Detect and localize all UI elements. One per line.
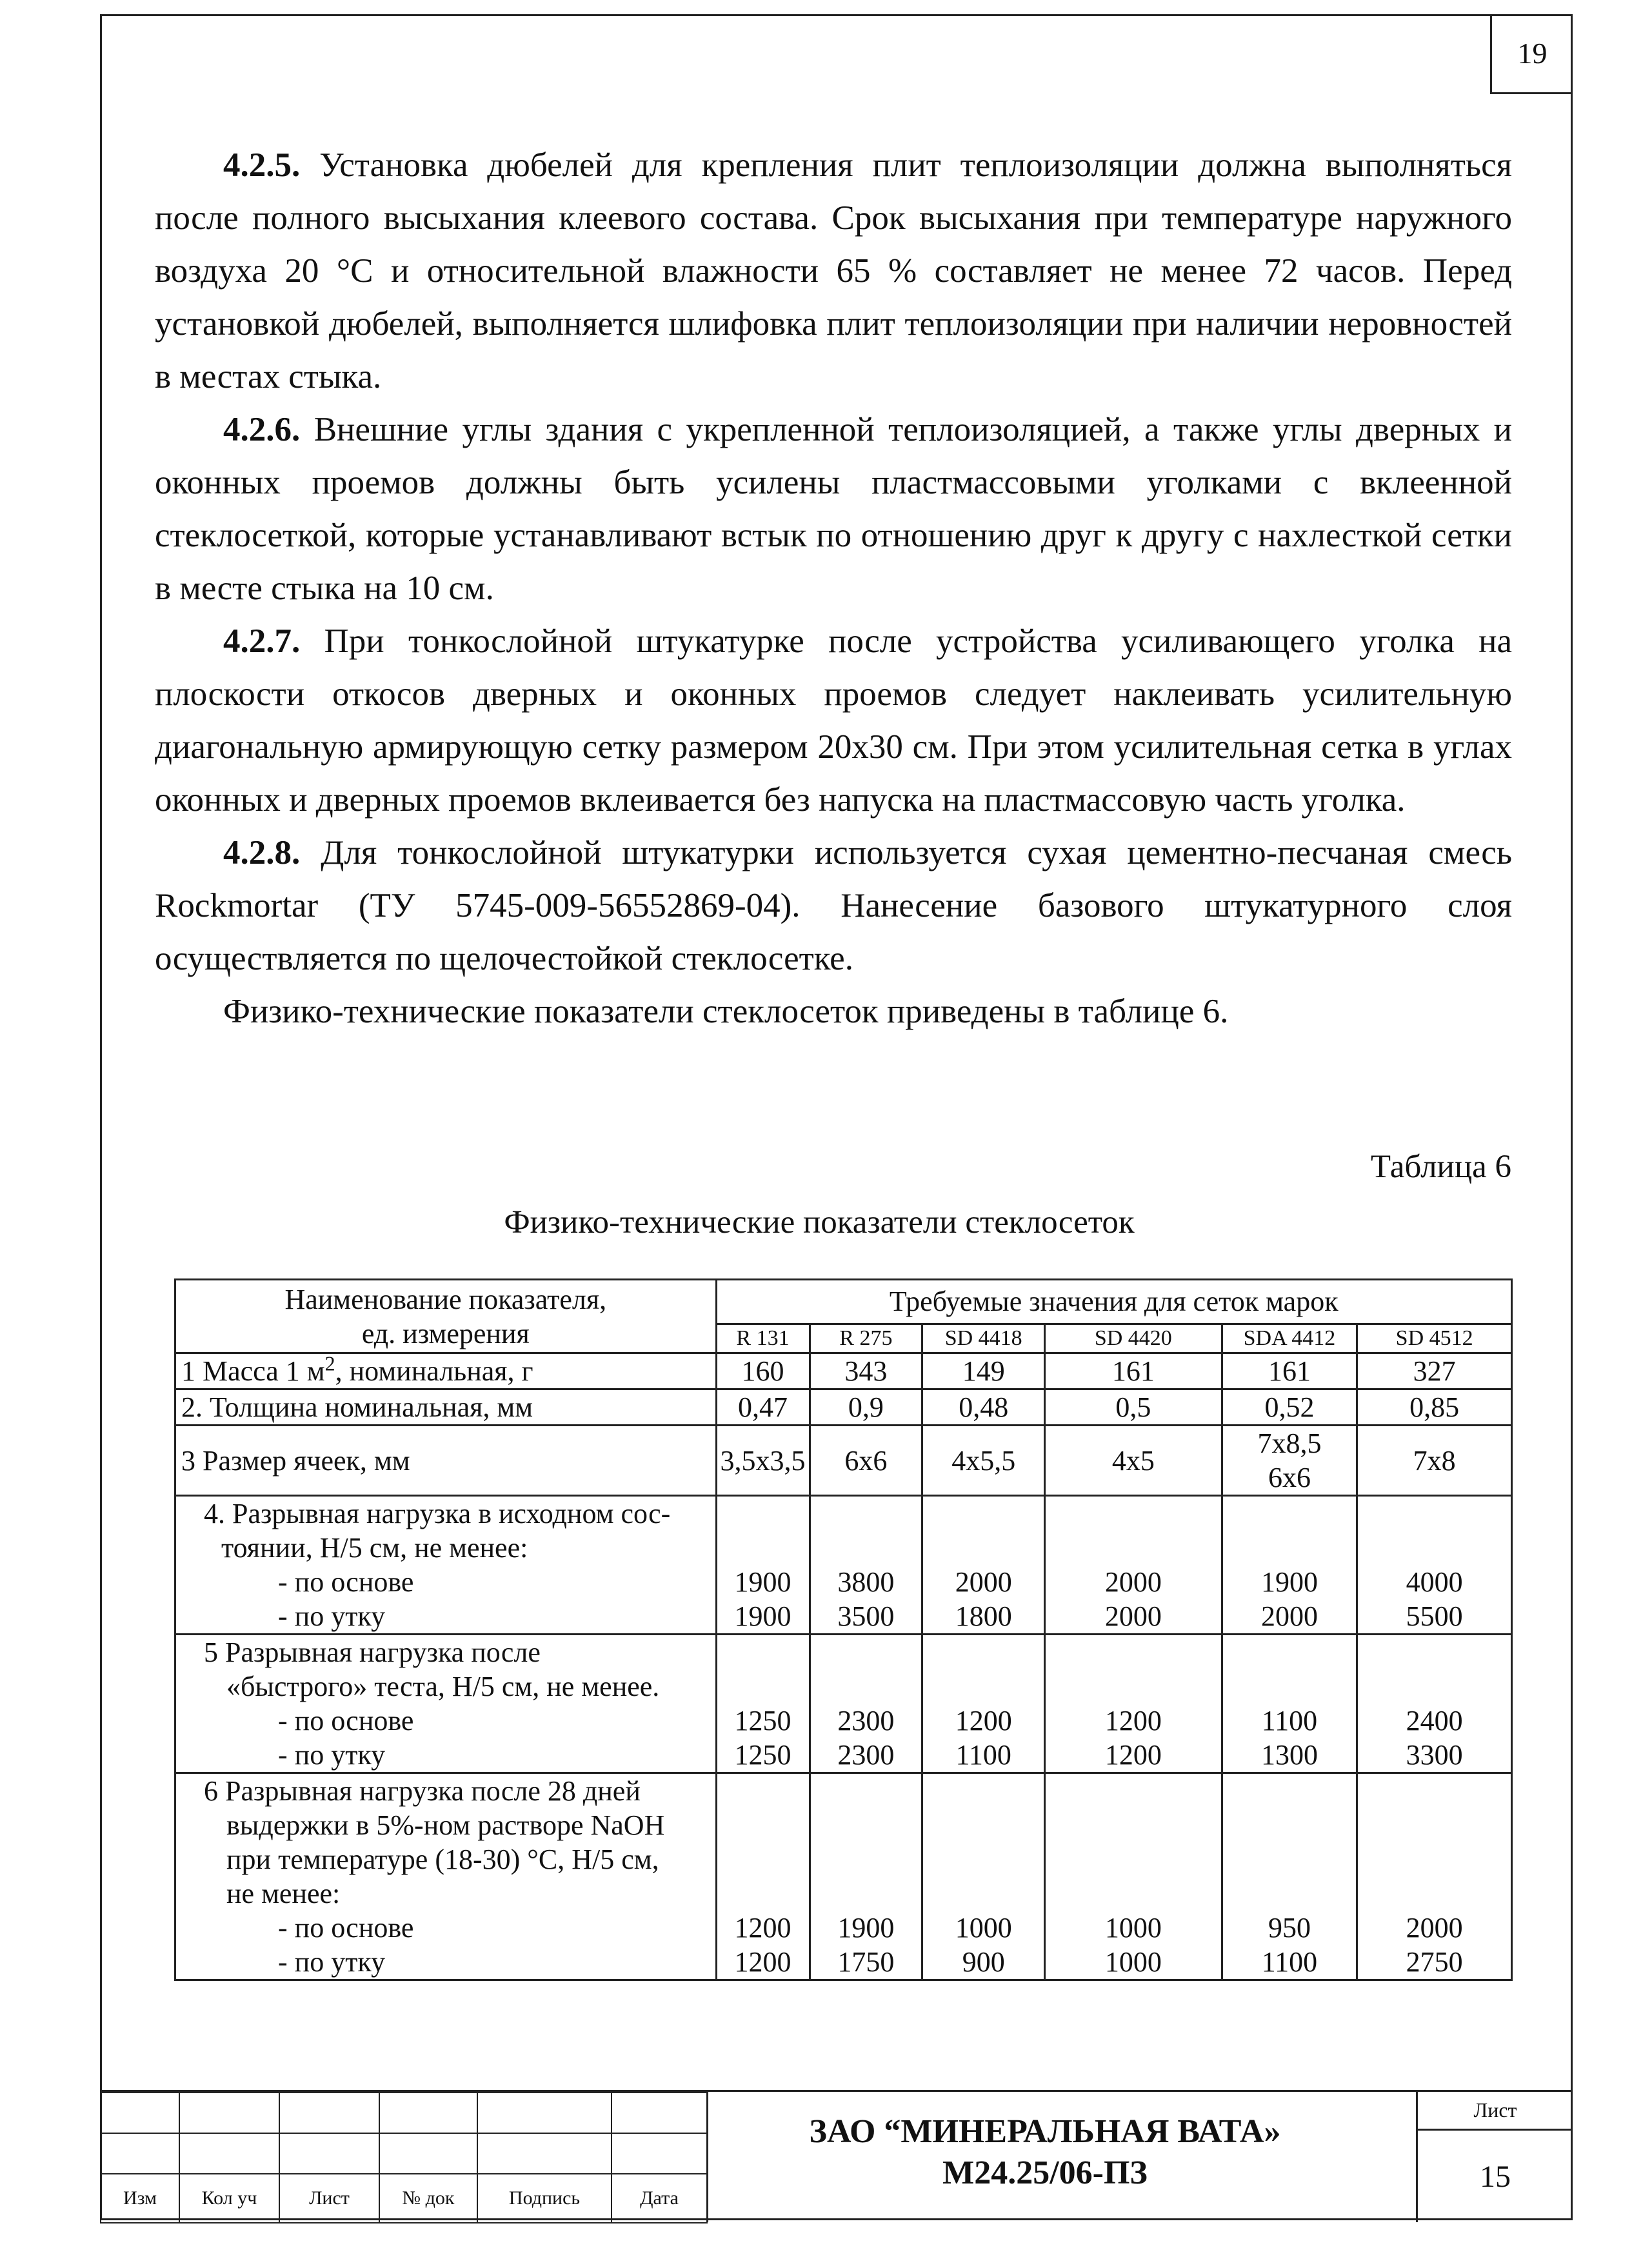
row-label-line: при температуре (18-30) °С, Н/5 см,	[226, 1844, 659, 1875]
table-cell	[922, 1635, 1045, 1773]
cell-line: 1250	[734, 1739, 791, 1771]
row-label-line: «быстрого» теста, Н/5 см, не менее.	[226, 1671, 660, 1702]
table-cell	[1357, 1773, 1512, 1980]
cell-line: 2400	[1406, 1705, 1463, 1736]
row-label-line: 5 Разрывная нагрузка после	[204, 1636, 541, 1668]
table-cell	[1357, 1635, 1512, 1773]
body-text	[155, 139, 1512, 1038]
stamp-cell	[612, 2093, 707, 2133]
paragraph-4-2-6	[155, 403, 1512, 615]
table-cell	[1357, 1496, 1512, 1635]
table-cell: 4х5,5	[922, 1426, 1045, 1496]
specs-table	[174, 1278, 1513, 1981]
table-cell	[922, 1496, 1045, 1635]
table-cell: 0,9	[810, 1389, 922, 1426]
stamp-col-doc-num: № док	[379, 2174, 477, 2223]
table-cell	[716, 1635, 810, 1773]
table-cell	[1045, 1773, 1222, 1980]
cell-line: 2750	[1406, 1946, 1463, 1978]
table-number: Таблица 6	[1370, 1149, 1511, 1185]
table-cell: 343	[810, 1353, 922, 1389]
paragraph-text: Для тонкослойной штукатурки используется сухая цементно-песчаная смесь Rockmortar (ТУ 5745-009-56552869-04). Нанесение базового штукатурного слоя осуществляется по щелочестойкой стеклосетке.	[155, 834, 1512, 977]
cell-line: 3500	[837, 1600, 895, 1632]
cell-line: 900	[962, 1946, 1005, 1978]
table-title: Физико-технические показатели стеклосеток	[504, 1204, 1135, 1240]
paragraph-4-2-7	[155, 615, 1512, 826]
cell-line: 2000	[1406, 1912, 1463, 1944]
table-cell: 3,5х3,5	[716, 1426, 810, 1496]
header-name-cell	[175, 1280, 717, 1353]
stamp-cell	[179, 2093, 279, 2133]
brand-cell: R 131	[716, 1324, 810, 1353]
cell-line: 2300	[837, 1705, 895, 1736]
cell-line: 1000	[955, 1912, 1012, 1944]
cell-line: 1200	[734, 1912, 791, 1944]
table-cell: 4х5	[1045, 1426, 1222, 1496]
table-cell	[1222, 1496, 1357, 1635]
cell-line: 1900	[734, 1600, 791, 1632]
stamp-cell	[101, 2133, 179, 2174]
row-label-line: - по основе	[278, 1566, 414, 1598]
cell-line: 1200	[1104, 1705, 1162, 1736]
row-label	[175, 1353, 717, 1389]
stamp-cell	[101, 2093, 179, 2133]
cell-line: 1000	[1104, 1946, 1162, 1978]
cell-line: 4000	[1406, 1566, 1463, 1598]
row-label-line: 4. Разрывная нагрузка в исходном сос-	[204, 1498, 671, 1529]
superscript: 2	[324, 1351, 335, 1375]
stamp-col-signature: Подпись	[477, 2174, 612, 2223]
table-cell	[1045, 1635, 1222, 1773]
table-cell	[1045, 1496, 1222, 1635]
cell-line: 3800	[837, 1566, 895, 1598]
paragraph-number: 4.2.5.	[223, 146, 301, 184]
table-header-row	[175, 1280, 1512, 1324]
organization-name	[706, 2111, 1384, 2194]
sheet-number: 15	[1416, 2131, 1573, 2222]
cell-line: 950	[1268, 1912, 1311, 1944]
row-label-line: 6 Разрывная нагрузка после 28 дней	[204, 1775, 641, 1807]
cell-line: 1900	[1260, 1566, 1318, 1598]
stamp-col-list: Лист	[279, 2174, 379, 2223]
row-label-line: - по основе	[278, 1912, 414, 1944]
row-label-line: - по утку	[278, 1946, 386, 1978]
cell-line: 2000	[1260, 1600, 1318, 1632]
header-name-line2: ед. измерения	[361, 1317, 530, 1349]
cell-line: 2000	[955, 1566, 1012, 1598]
paragraph-text: Установка дюбелей для крепления плит теплоизоляции должна выполняться после полного высыхания клеевого состава. Срок высыхания при температуре наружного воздуха 20 °С и относительной влажности 65 % составляет не менее 72 часов. Перед установкой дюбелей, выполняется шлифовка плит теплоизоляции при наличии неровностей в местах стыка.	[155, 146, 1512, 395]
row-label-line: тоянии, Н/5 см, не менее:	[221, 1532, 528, 1564]
table-cell: 160	[716, 1353, 810, 1389]
header-name-line1: Наименование показателя,	[284, 1283, 607, 1315]
title-block	[100, 2090, 1573, 2222]
table-row	[175, 1426, 1512, 1496]
cell-line: 2000	[1104, 1566, 1162, 1598]
table-cell: 161	[1045, 1353, 1222, 1389]
paragraph-4-2-8	[155, 826, 1512, 985]
stamp-cell	[612, 2133, 707, 2174]
row-label: 2. Толщина номинальная, мм	[175, 1389, 717, 1426]
stamp-cell	[477, 2133, 612, 2174]
cell-line: 7х8,5	[1257, 1427, 1322, 1459]
table-cell: 0,48	[922, 1389, 1045, 1426]
table-cell: 0,47	[716, 1389, 810, 1426]
table-cell	[810, 1496, 922, 1635]
cell-line: 1800	[955, 1600, 1012, 1632]
cell-line: 5500	[1406, 1600, 1463, 1632]
table-row	[175, 1635, 1512, 1773]
cell-line: 1200	[1104, 1739, 1162, 1771]
org-line: ЗАО “МИНЕРАЛЬНАЯ ВАТА»	[809, 2113, 1281, 2150]
document-code: М24.25/06-ПЗ	[942, 2154, 1148, 2191]
cell-line: 1200	[955, 1705, 1012, 1736]
table-cell	[716, 1496, 810, 1635]
table-cell: 327	[1357, 1353, 1512, 1389]
row-label-line: не менее:	[226, 1878, 341, 1909]
table-cell	[922, 1773, 1045, 1980]
stamp-cell	[379, 2133, 477, 2174]
table-cell: 161	[1222, 1353, 1357, 1389]
stamp-col-kol-uch: Кол уч	[179, 2174, 279, 2223]
table-cell	[810, 1773, 922, 1980]
stamp-col-date: Дата	[612, 2174, 707, 2223]
row-label-line: - по основе	[278, 1705, 414, 1736]
paragraph-text: При тонкослойной штукатурке после устройства усиливающего уголка на плоскости откосов дверных и оконных проемов следует наклеивать усилительную диагональную армирующую сетку размером 20х30 см. При этом усилительная сетка в углах оконных и дверных проемов вклеивается без напуска на пластмассовую часть уголка.	[155, 622, 1513, 819]
row-label	[175, 1635, 717, 1773]
stamp-cell	[379, 2093, 477, 2133]
paragraph-text: Физико-технические показатели стеклосеток приведены в таблице 6.	[223, 993, 1229, 1030]
row-label-line: - по утку	[278, 1739, 386, 1771]
row-label	[175, 1496, 717, 1635]
cell-line: 1900	[734, 1566, 791, 1598]
table-cell: 0,85	[1357, 1389, 1512, 1426]
cell-line: 3300	[1406, 1739, 1463, 1771]
title-block-grid	[100, 2092, 708, 2223]
cell-line: 1100	[955, 1739, 1011, 1771]
header-values-cell: Требуемые значения для сеток марок	[716, 1280, 1511, 1324]
brand-cell: SD 4418	[922, 1324, 1045, 1353]
row-label-line: - по утку	[278, 1600, 386, 1632]
table-row	[175, 1353, 1512, 1389]
table-cell: 0,52	[1222, 1389, 1357, 1426]
table-cell	[1222, 1426, 1357, 1496]
row-label	[175, 1773, 717, 1980]
cell-line: 2000	[1104, 1600, 1162, 1632]
cell-line: 1750	[837, 1946, 895, 1978]
corner-page-number: 19	[1490, 14, 1573, 94]
table-row	[175, 1389, 1512, 1426]
table-cell	[1222, 1635, 1357, 1773]
paragraph-number: 4.2.8.	[223, 834, 301, 871]
table-row	[175, 1496, 1512, 1635]
brand-cell: SD 4420	[1045, 1324, 1222, 1353]
table-cell: 0,5	[1045, 1389, 1222, 1426]
paragraph-4-2-5	[155, 139, 1512, 403]
table-cell	[810, 1635, 922, 1773]
table-cell: 149	[922, 1353, 1045, 1389]
stamp-col-izm: Изм	[101, 2174, 179, 2223]
stamp-cell	[477, 2093, 612, 2133]
cell-line: 2300	[837, 1739, 895, 1771]
table-cell: 7х8	[1357, 1426, 1512, 1496]
sheet-label: Лист	[1416, 2092, 1573, 2131]
row-label-text: , номинальная, г	[335, 1355, 533, 1387]
cell-line: 1200	[734, 1946, 791, 1978]
stamp-cell	[279, 2093, 379, 2133]
table-cell	[1222, 1773, 1357, 1980]
stamp-cell	[279, 2133, 379, 2174]
paragraph-number: 4.2.7.	[223, 622, 301, 660]
cell-line: 1100	[1261, 1705, 1318, 1736]
table-cell	[716, 1773, 810, 1980]
brand-cell: SD 4512	[1357, 1324, 1512, 1353]
paragraph-text: Внешние углы здания с укрепленной теплоизоляцией, а также углы дверных и оконных проемов должны быть усилены пластмассовыми уголками с вклеенной стеклосеткой, которые устанавливают встык по отношению друг к другу с нахлесткой сетки в месте стыка на 10 см.	[155, 411, 1513, 607]
brand-cell: SDA 4412	[1222, 1324, 1357, 1353]
paragraph-number: 4.2.6.	[223, 411, 301, 448]
table-row	[175, 1773, 1512, 1980]
row-label: 3 Размер ячеек, мм	[175, 1426, 717, 1496]
cell-line: 1250	[734, 1705, 791, 1736]
table-cell: 6х6	[810, 1426, 922, 1496]
brand-cell: R 275	[810, 1324, 922, 1353]
cell-line: 1000	[1104, 1912, 1162, 1944]
paragraph-table-ref	[155, 985, 1512, 1038]
cell-line: 1300	[1260, 1739, 1318, 1771]
cell-line: 6х6	[1268, 1462, 1311, 1493]
row-label-text: 1 Масса 1 м	[181, 1355, 325, 1387]
cell-line: 1100	[1261, 1946, 1318, 1978]
stamp-cell	[179, 2133, 279, 2174]
cell-line: 1900	[837, 1912, 895, 1944]
row-label-line: выдержки в 5%-ном растворе NaOH	[226, 1809, 665, 1841]
